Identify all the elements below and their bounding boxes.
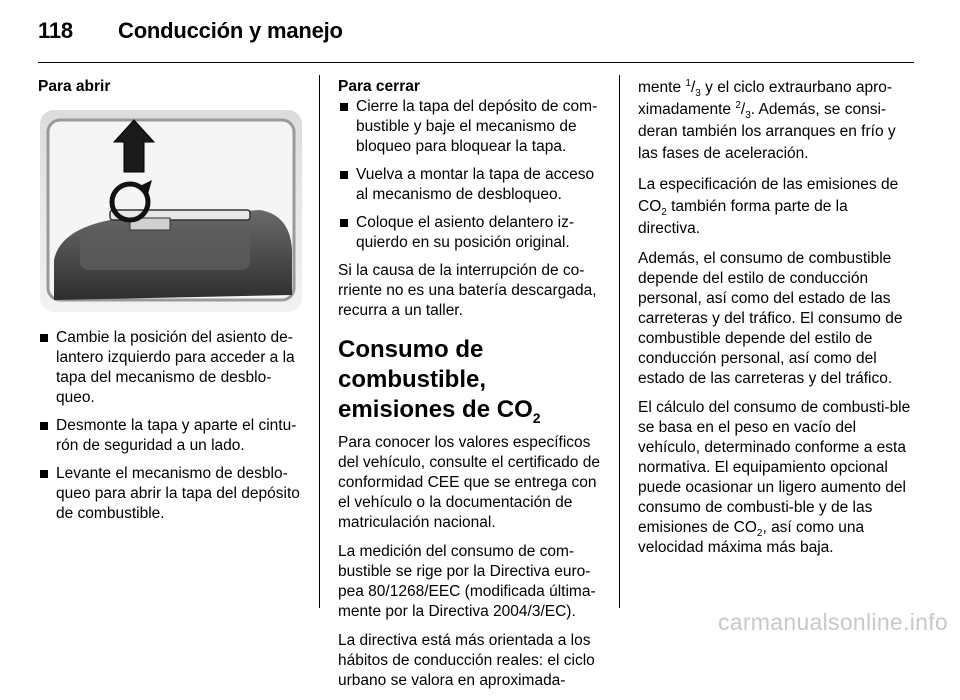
column-divider-1 (319, 75, 320, 608)
paragraph: La medición del consumo de com-bustible se rige por la Directiva euro-pea 80/1268/EEC (modificada última-mente por la Directiva 2004/3/EC). (338, 543, 596, 620)
bullet-marker (340, 219, 348, 227)
paragraph: El cálculo del consumo de combusti-ble se basa en el peso en vacío del vehículo, determinado conforme a esta normativa. El equipamiento opcional puede ocasionar un ligero aumento del consumo de combusti-ble y de las emisiones de $CO_2$, así como una velocidad máxima más baja. (638, 399, 911, 556)
paragraph: La especificación de las emisiones de $CO_2$ también forma parte de la directiva. (638, 176, 899, 237)
column-divider-2 (619, 75, 620, 608)
bullet-marker (340, 171, 348, 179)
page-number: 118 (38, 18, 73, 43)
list-item: Coloque el asiento delantero iz-quierdo en su posición original. (338, 213, 606, 253)
bullet-marker (40, 422, 48, 430)
bullet-marker (340, 103, 348, 111)
section-title: Conducción y manejo (118, 18, 343, 43)
page-header (38, 18, 343, 44)
subhead-open: Para abrir (38, 78, 111, 95)
bullet-marker (40, 334, 48, 342)
fuel-door-release-illustration (40, 110, 302, 312)
paragraph: Además, el consumo de combustible depende del estilo de conducción personal, así como del estado de las carreteras y del tráfico. El consumo de combustible depende del estilo de conducción personal, así como del estado de las carreteras y del tráfico. (638, 250, 903, 387)
section-heading: Consumo de combustible, emisiones de $CO_2$ (338, 336, 541, 426)
left-bullets (38, 328, 306, 532)
bullet-marker (40, 470, 48, 478)
list-item: Cierre la tapa del depósito de com-bustible y baje el mecanismo de bloqueo para bloquear la tapa. (338, 97, 606, 157)
paragraph: mente $^1/_3$ y el ciclo extraurbano apro-ximadamente $^2/_3$. Además, se consi-deran también los arranques en frío y las fases de aceleración. (638, 77, 896, 162)
list-item: Desmonte la tapa y aparte el cintu-rón de seguridad a un lado. (38, 416, 306, 456)
watermark: carmanualsonline.info (717, 609, 948, 635)
paragraph: Para conocer los valores específicos del vehículo, consulte el certificado de conformidad CEE que se entrega con el vehículo o la documentación de matriculación nacional. (338, 434, 600, 531)
right-column (638, 77, 914, 567)
paragraph: Si la causa de la interrupción de co-rriente no es una batería descargada, recurra a un taller. (338, 262, 597, 319)
middle-column (338, 77, 606, 700)
subhead-close: Para cerrar (338, 78, 420, 95)
list-item: Levante el mecanismo de desblo-queo para abrir la tapa del depósito de combustible. (38, 464, 306, 524)
list-item: Vuelva a montar la tapa de acceso al mecanismo de desbloqueo. (338, 165, 606, 205)
left-column (38, 77, 306, 106)
list-item: Cambie la posición del asiento de-lantero izquierdo para acceder a la tapa del mecanismo de desblo-queo. (38, 328, 306, 408)
paragraph: La directiva está más orientada a los hábitos de conducción reales: el ciclo urbano se valora en aproximada- (338, 632, 595, 689)
header-rule (38, 62, 914, 63)
